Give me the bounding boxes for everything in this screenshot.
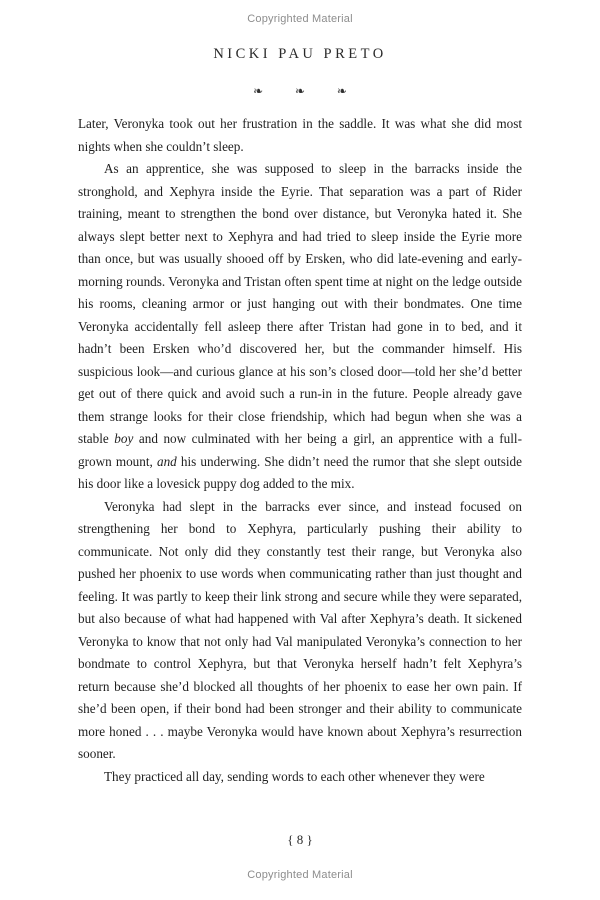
paragraph-4: They practiced all day, sending words to each other whenever they were [104,768,485,784]
paragraph-2-italic-and: and [156,453,177,469]
copyright-notice-top: Copyrighted Material [247,13,353,25]
paragraph-2-run-a: As an apprentice, she was supposed to sleep in the barracks inside the stronghold, and Xephyra inside the Eyrie. That separation was a part of Rider training, meant to strengthen the bond over distance, but Veronyka hated it. She always slept better next to Xephyra and had tried to sleep inside the Eyrie more than once, but was usually shooed off by Ersken, who did late-evening and early-morning rounds. Veronyka and Tristan often spent time at night on the ledge outside his rooms, cleaning armor or just hanging out with their bondmates. One time Veronyka accidentally fell asleep there after Tristan had gone in to bed, and it hadn’t been Ersken who’d discovered her, but the commander himself. His suspicious look—and curious glance at his son’s closed door—told her she’d better get out of there quick and avoid such a run-in in the future. People already gave them strange looks for their close friendship, which had begun when she was a stable [78,161,522,446]
paragraph-2-run-b: and now culminated with her being a girl, an apprentice with a full-grown mount, [78,431,522,469]
paragraph-2-italic-boy: boy [114,431,134,446]
page-number: { 8 } [287,832,313,847]
paragraph-1: Later, Veronyka took out her frustration in the saddle. It was what she did most nights when she couldn’t sleep. [78,116,522,154]
scene-break-ornament: ❧ ❧ ❧ [253,84,361,98]
paragraph-3: Veronyka had slept in the barracks ever since, and instead focused on strengthening her bond to Xephyra, particularly pushing their ability to communicate. Not only did they constantly test their range, but Veronyka also pushed her phoenix to use words when communicating rather than just thought and feeling. It was partly to keep their link strong and secure while they were separated, but also because of what had happened with Val after Xephyra’s death. It sickened Veronyka to know that not only had Val manipulated Veronyka’s connection to her bondmate to control Xephyra, but that Veronyka herself hadn’t felt Xephyra’s return because she’d blocked all thoughts of her phoenix to ease her own pain. If she’d been open, if their bond had been stronger and their ability to communicate more honed . . . maybe Veronyka would have known about Xephyra’s resurrection sooner. [78,498,522,761]
body-text-block [78,113,522,788]
copyright-notice-bottom: Copyrighted Material [247,869,353,881]
author-running-header: NICKI PAU PRETO [213,46,387,62]
paragraph-2-run-c: his underwing. She didn’t need the rumor that she slept outside his door like a lovesick puppy dog added to the mix. [78,453,522,491]
paragraph-2 [78,158,522,496]
